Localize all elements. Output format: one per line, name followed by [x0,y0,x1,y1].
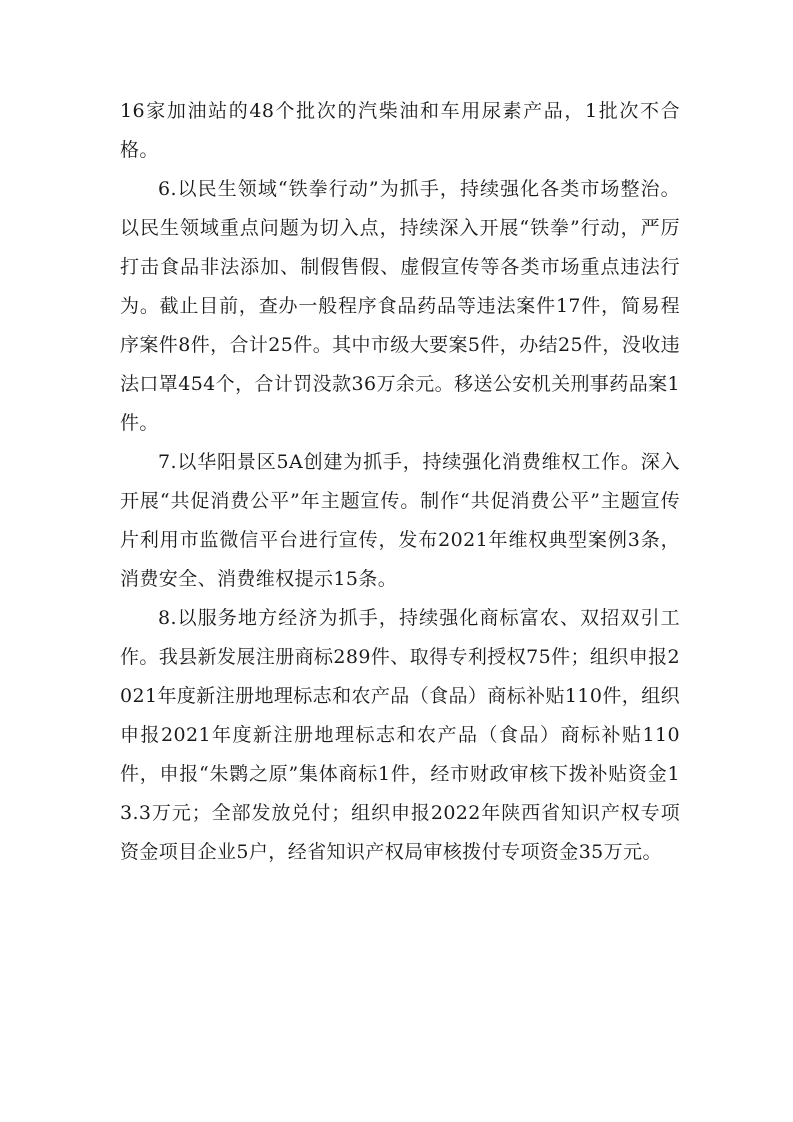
paragraph-item-7: 7.以华阳景区5A创建为抓手，持续强化消费维权工作。深入开展“共促消费公平”年主题宣传。制作“共促消费公平”主题宣传片利用市监微信平台进行宣传，发布2021年维权典型案例3条，消费安全、消费维权提示15条。 [120,451,680,590]
paragraph-continuation: 16家加油站的48个批次的汽柴油和车用尿素产品，1批次不合格。 [120,100,680,161]
paragraph-item-6: 6.以民生领域“铁拳行动”为抓手，持续强化各类市场整治。以民生领域重点问题为切入点，持续深入开展“铁拳”行动，严厉打击食品非法添加、制假售假、虚假宣传等各类市场重点违法行为。截止目前，查办一般程序食品药品等违法案件17件，简易程序案件8件，合计25件。其中市级大要案5件，办结25件，没收违法口罩454个，合计罚没款36万余元。移送公安机关刑事药品案1件。 [120,178,680,434]
paragraph-item-8: 8.以服务地方经济为抓手，持续强化商标富农、双招双引工作。我县新发展注册商标289件、取得专利授权75件；组织申报2021年度新注册地理标志和农产品（食品）商标补贴110件，组织申报2021年度新注册地理标志和农产品（食品）商标补贴110件，申报“朱鹮之原”集体商标1件，经市财政审核下拨补贴资金13.3万元；全部发放兑付；组织申报2022年陕西省知识产权专项资金项目企业5户，经省知识产权局审核拨付专项资金35万元。 [120,607,680,863]
document-body [120,92,680,872]
